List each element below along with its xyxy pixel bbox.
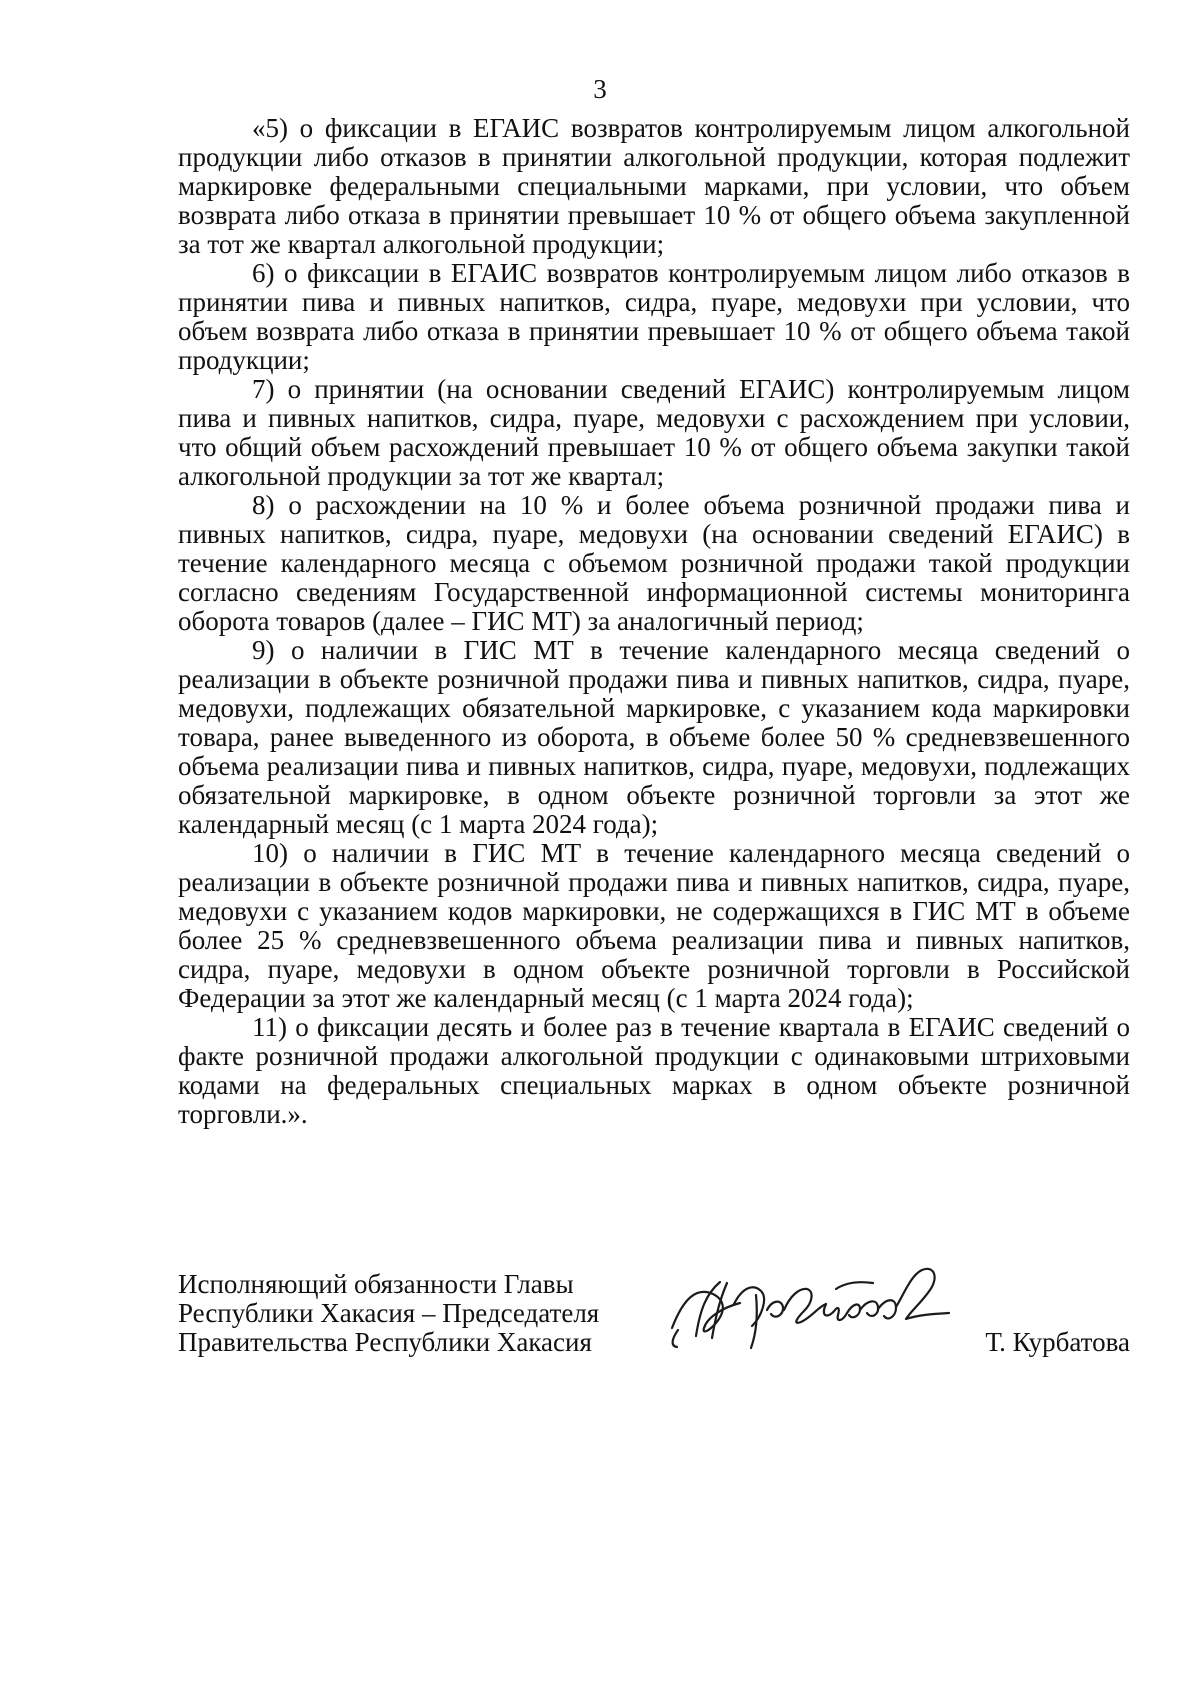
paragraph-item-7: 7) о принятии (на основании сведений ЕГАИС) контролируемым лицом пива и пивных напитков, сидра, пуаре, медовухи с расхождением при условии, что общий объем расхождений превышает 10 % от общего объема закупки такой алкогольной продукции за тот же квартал;	[178, 374, 1130, 491]
handwritten-signature	[664, 1252, 954, 1356]
signer-title-line: Исполняющий обязанности Главы	[178, 1269, 574, 1299]
paragraph-item-6: 6) о фиксации в ЕГАИС возвратов контролируемым лицом либо отказов в принятии пива и пивных напитков, сидра, пуаре, медовухи при условии, что объем возврата либо отказа в принятии превышает 10 % от общего объема такой продукции;	[178, 258, 1130, 375]
signer-title-line: Республики Хакасия – Председателя	[178, 1298, 600, 1328]
document-body	[178, 114, 1130, 1129]
signature-block	[178, 1270, 1130, 1370]
paragraph-item-10: 10) о наличии в ГИС МТ в течение календарного месяца сведений о реализации в объекте розничной продажи пива и пивных напитков, сидра, пуаре, медовухи с указанием кодов маркировки, не содержащихся в ГИС МТ в объеме более 25 % средневзвешенного объема реализации пива и пивных напитков, сидра, пуаре, медовухи в одном объекте розничной торговли в Российской Федерации за этот же календарный месяц (с 1 марта 2024 года);	[178, 838, 1130, 1013]
paragraph-item-11: 11) о фиксации десять и более раз в течение квартала в ЕГАИС сведений о факте розничной продажи алкогольной продукции с одинаковыми штриховыми кодами на федеральных специальных марках в одном объекте розничной торговли.».	[178, 1012, 1130, 1129]
paragraph-item-8: 8) о расхождении на 10 % и более объема розничной продажи пива и пивных напитков, сидра, пуаре, медовухи (на основании сведений ЕГАИС) в течение календарного месяца с объемом розничной продажи такой продукции согласно сведениям Государственной информационной системы мониторинга оборота товаров (далее – ГИС МТ) за аналогичный период;	[178, 490, 1130, 636]
paragraph-item-9: 9) о наличии в ГИС МТ в течение календарного месяца сведений о реализации в объекте розничной продажи пива и пивных напитков, сидра, пуаре, медовухи, подлежащих обязательной маркировке, с указанием кода маркировки товара, ранее выведенного из оборота, в объеме более 50 % средневзвешенного объема реализации пива и пивных напитков, сидра, пуаре, медовухи, подлежащих обязательной маркировке, в одном объекте розничной торговли за этот же календарный месяц (с 1 марта 2024 года);	[178, 635, 1130, 839]
signer-name: Т. Курбатова	[985, 1327, 1130, 1357]
paragraph-item-5: «5) о фиксации в ЕГАИС возвратов контролируемым лицом алкогольной продукции либо отказов в принятии алкогольной продукции, которая подлежит маркировке федеральными специальными марками, при условии, что объем возврата либо отказа в принятии превышает 10 % от общего объема закупленной за тот же квартал алкогольной продукции;	[178, 113, 1130, 259]
signer-title	[178, 1270, 599, 1357]
signer-title-line: Правительства Республики Хакасия	[178, 1327, 592, 1357]
page-number: 3	[593, 74, 607, 104]
